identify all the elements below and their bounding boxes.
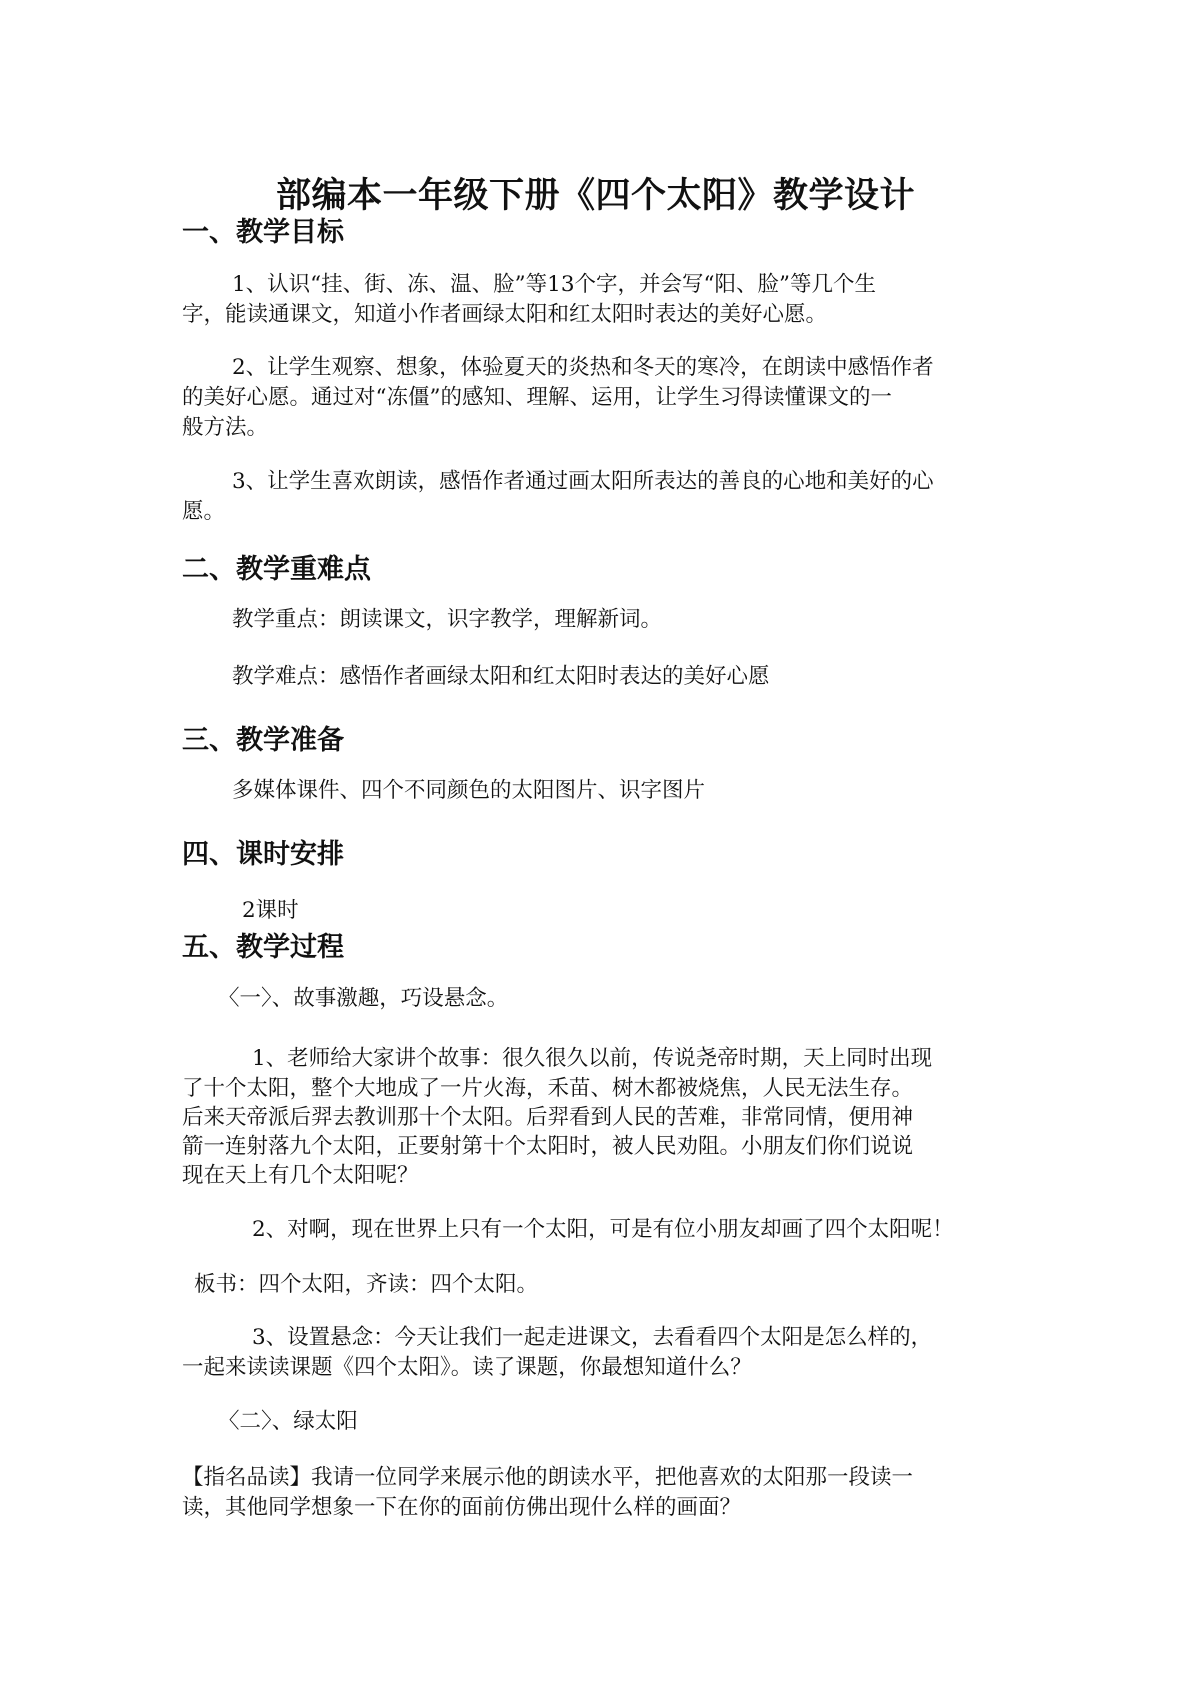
- section-heading-process: 五、教学过程: [182, 932, 344, 963]
- objective-3-line-1: 3、让学生喜欢朗读，感悟作者通过画太阳所表达的善良的心地和美好的心: [232, 469, 934, 494]
- preparation-text: 多媒体课件、四个不同颜色的太阳图片、识字图片: [232, 778, 706, 803]
- objective-2-line-2: 的美好心愿。通过对“冻僵”的感知、理解、运用，让学生习得读懂课文的一: [182, 385, 892, 410]
- schedule-text: 2课时: [242, 898, 299, 923]
- teaching-difficulty: 教学难点：感悟作者画绿太阳和红太阳时表达的美好心愿: [232, 664, 770, 689]
- reading-line-1: 【指名品读】我请一位同学来展示他的朗读水平，把他喜欢的太阳那一段读一: [182, 1465, 914, 1490]
- board-writing: 板书：四个太阳，齐读：四个太阳。: [194, 1272, 539, 1297]
- section-heading-schedule: 四、课时安排: [182, 839, 344, 870]
- process-item-1-line-5: 现在天上有几个太阳呢？: [182, 1163, 419, 1188]
- objective-2-line-3: 般方法。: [182, 415, 269, 440]
- objective-1-line-2: 字，能读通课文，知道小作者画绿太阳和红太阳时表达的美好心愿。: [182, 302, 828, 327]
- process-item-1-line-3: 后来天帝派后羿去教训那十个太阳。后羿看到人民的苦难，非常同情，便用神: [182, 1105, 914, 1130]
- objective-3-line-2: 愿。: [182, 499, 226, 524]
- process-item-1-line-2: 了十个太阳，整个大地成了一片火海，禾苗、树木都被烧焦，人民无法生存。: [182, 1076, 914, 1101]
- reading-line-2: 读，其他同学想象一下在你的面前仿佛出现什么样的画面？: [182, 1495, 742, 1520]
- section-heading-preparation: 三、教学准备: [182, 725, 344, 756]
- process-item-3-line-2: 一起来读读课题《四个太阳》。读了课题，你最想知道什么？: [182, 1355, 752, 1380]
- objective-2-line-1: 2、让学生观察、想象，体验夏天的炎热和冬天的寒冷，在朗读中感悟作者: [232, 355, 934, 380]
- process-part-1-title: 〈一〉、故事激趣，巧设悬念。: [218, 986, 509, 1011]
- objective-1-line-1: 1、认识“挂、街、冻、温、脸”等13个字，并会写“阳、脸”等几个生: [232, 272, 877, 297]
- section-heading-objectives: 一、教学目标: [182, 217, 344, 248]
- process-item-1-line-4: 箭一连射落九个太阳，正要射第十个太阳时，被人民劝阻。小朋友们你们说说: [182, 1134, 914, 1159]
- process-item-1-line-1: 1、老师给大家讲个故事：很久很久以前，传说尧帝时期，天上同时出现: [252, 1046, 933, 1071]
- process-part-2-title: 〈二〉、绿太阳: [218, 1409, 358, 1434]
- process-item-2: 2、对啊，现在世界上只有一个太阳，可是有位小朋友却画了四个太阳呢！: [252, 1217, 954, 1242]
- section-heading-key-points: 二、教学重难点: [182, 554, 371, 585]
- teaching-focus: 教学重点：朗读课文，识字教学，理解新词。: [232, 607, 663, 632]
- process-item-3-line-1: 3、设置悬念：今天让我们一起走进课文，去看看四个太阳是怎么样的，: [252, 1325, 933, 1350]
- document-title: 部编本一年级下册《四个太阳》教学设计: [275, 176, 915, 216]
